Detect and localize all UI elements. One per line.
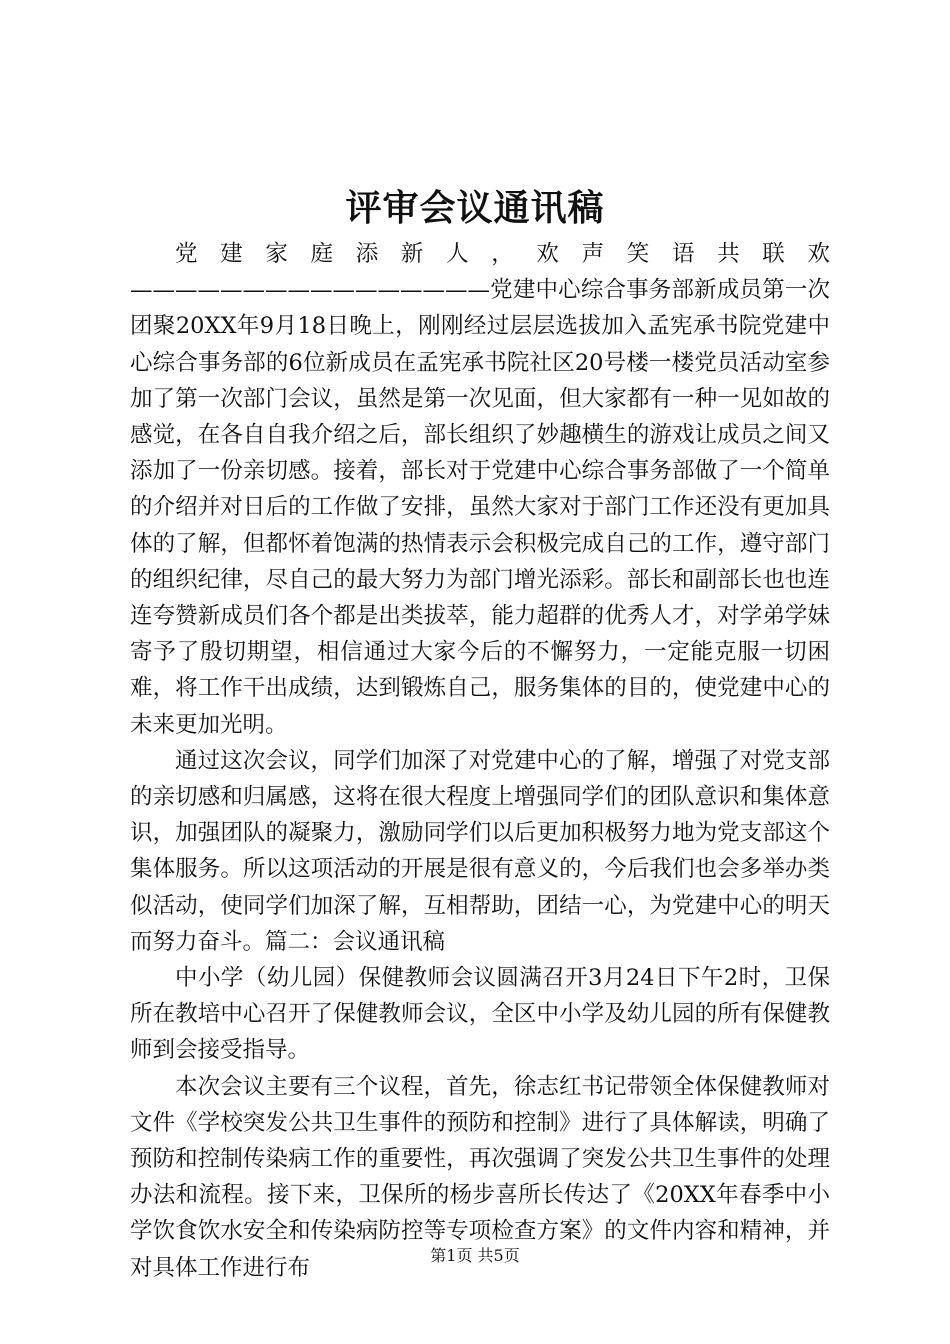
paragraph-1: 党建家庭添新人，欢声笑语共联欢————————————————党建中心综合事务部新成员第一次团聚20XX年9月18日晚上，刚刚经过层层选拔加入孟宪承书院党建中心综合事务部的6位新成员在孟宪承书院社区20号楼一楼党员活动室参加了第一次部门会议，虽然是第一次见面，但大家都有一种一见如故的感觉，在各自自我介绍之后，部长组织了妙趣横生的游戏让成员之间又添加了一份亲切感。接着，部长对于党建中心综合事务部做了一个简单的介绍并对日后的工作做了安排，虽然大家对于部门工作还没有更加具体的了解，但都怀着饱满的热情表示会积极完成自己的工作，遵守部门的组织纪律，尽自己的最大努力为部门增光添彩。部长和副部长也也连连夸赞新成员们各个都是出类拔萃，能力超群的优秀人才，对学弟学妹寄予了殷切期望，相信通过大家今后的不懈努力，一定能克服一切困难，将工作干出成绩，达到锻炼自己，服务集体的目的，使党建中心的未来更加光明。	[130, 241, 830, 738]
page-footer: 第1页 共5页	[430, 1246, 520, 1265]
document-body	[130, 236, 830, 1286]
paragraph-2: 通过这次会议，同学们加深了对党建中心的了解，增强了对党支部的亲切感和归属感，这将在很大程度上增强同学们的团队意识和集体意识，加强团队的凝聚力，激励同学们以后更加积极努力地为党支部这个集体服务。所以这项活动的开展是很有意义的，今后我们也会多举办类似活动，使同学们加深了解，互相帮助，团结一心，为党建中心的明天而努力奋斗。篇二：会议通讯稿	[130, 747, 830, 955]
paragraph-4: 本次会议主要有三个议程，首先，徐志红书记带领全体保健教师对文件《学校突发公共卫生事件的预防和控制》进行了具体解读，明确了预防和控制传染病工作的重要性，再次强调了突发公共卫生事件的处理办法和流程。接下来，卫保所的杨步喜所长传达了《20XX年春季中小学饮食饮水安全和传染病防控等专项检查方案》的文件内容和精神，并对具体工作进行布	[130, 1073, 830, 1281]
paragraph-3: 中小学（幼儿园）保健教师会议圆满召开3月24日下午2时，卫保所在教培中心召开了保健教师会议，全区中小学及幼儿园的所有保健教师到会接受指导。	[130, 965, 830, 1064]
page-title: 评审会议通讯稿	[345, 187, 605, 229]
